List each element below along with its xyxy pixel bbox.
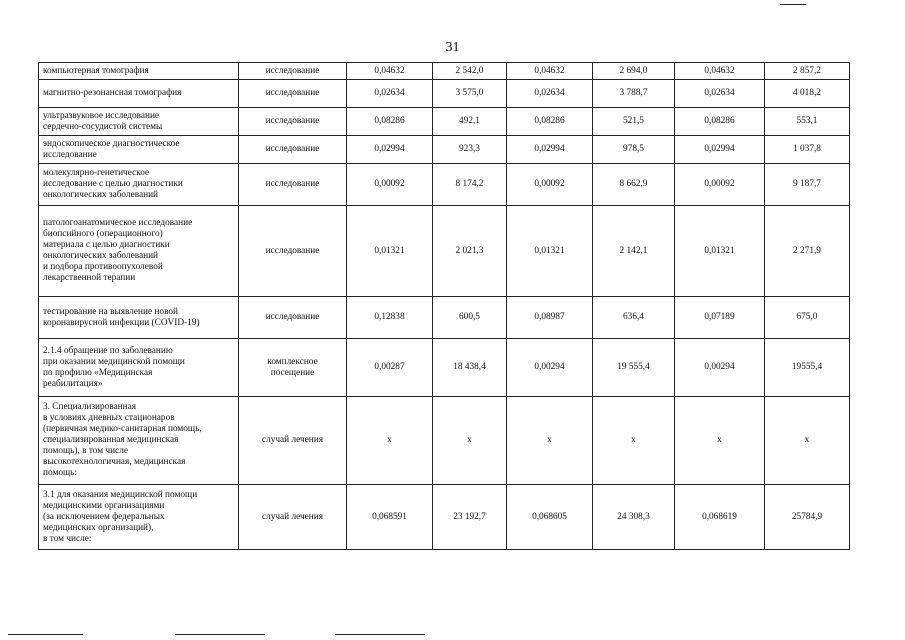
row-value: 600,5 (433, 297, 507, 339)
row-value: 978,5 (593, 136, 675, 164)
row-value: 0,08286 (675, 108, 765, 136)
row-value: 3 575,0 (433, 80, 507, 108)
row-name: молекулярно-генетическое исследование с целью диагностики онкологических заболеваний (39, 164, 239, 206)
row-value: 4 018,2 (765, 80, 850, 108)
row-value: 0,01321 (507, 206, 593, 297)
row-unit: случай лечения (239, 397, 347, 485)
row-value: 0,01321 (675, 206, 765, 297)
table-row (39, 63, 850, 80)
row-value: 19555,4 (765, 339, 850, 397)
row-value: 0,02634 (347, 80, 433, 108)
row-unit: комплексное посещение (239, 339, 347, 397)
row-name: 3.1 для оказания медицинской помощи медицинскими организациями (за исключением федеральных медицинских организаций), в том числе: (39, 485, 239, 550)
row-value: 2 142,1 (593, 206, 675, 297)
row-value: х (765, 397, 850, 485)
table-row (39, 206, 850, 297)
row-value: х (675, 397, 765, 485)
row-value: 2 542,0 (433, 63, 507, 80)
table-row (39, 397, 850, 485)
row-value: 492,1 (433, 108, 507, 136)
row-value: 0,04632 (675, 63, 765, 80)
row-value: 636,4 (593, 297, 675, 339)
row-value: 2 694,0 (593, 63, 675, 80)
row-value: 0,02634 (675, 80, 765, 108)
table-row (39, 164, 850, 206)
row-value: 0,08987 (507, 297, 593, 339)
row-value: 3 788,7 (593, 80, 675, 108)
row-unit: исследование (239, 297, 347, 339)
row-unit: исследование (239, 136, 347, 164)
row-value: 0,068619 (675, 485, 765, 550)
row-value: 0,00294 (507, 339, 593, 397)
row-value: 0,02994 (507, 136, 593, 164)
row-name: ультразвуковое исследование сердечно-сосудистой системы (39, 108, 239, 136)
table-row (39, 80, 850, 108)
row-value: 0,00092 (507, 164, 593, 206)
row-unit: исследование (239, 164, 347, 206)
row-unit: исследование (239, 80, 347, 108)
row-name: компьютерная томография (39, 63, 239, 80)
row-value: 1 037,8 (765, 136, 850, 164)
row-value: 0,02994 (347, 136, 433, 164)
row-value: 553,1 (765, 108, 850, 136)
row-value: 18 438,4 (433, 339, 507, 397)
row-unit: исследование (239, 206, 347, 297)
row-name: магнитно-резонансная томография (39, 80, 239, 108)
table-row (39, 339, 850, 397)
row-unit: случай лечения (239, 485, 347, 550)
row-value: 0,02994 (675, 136, 765, 164)
row-value: 23 192,7 (433, 485, 507, 550)
row-value: 2 857,2 (765, 63, 850, 80)
row-value: х (507, 397, 593, 485)
row-value: 0,01321 (347, 206, 433, 297)
row-value: 0,04632 (347, 63, 433, 80)
table-row (39, 297, 850, 339)
row-value: 923,3 (433, 136, 507, 164)
page-number: 31 (445, 40, 460, 55)
row-value: 0,00287 (347, 339, 433, 397)
top-right-mark (780, 4, 806, 5)
row-value: 24 308,3 (593, 485, 675, 550)
row-value: 675,0 (765, 297, 850, 339)
row-unit: исследование (239, 63, 347, 80)
row-value: 0,068605 (507, 485, 593, 550)
row-value: 0,08286 (347, 108, 433, 136)
row-value: 2 021,3 (433, 206, 507, 297)
row-name: эндоскопическое диагностическое исследование (39, 136, 239, 164)
row-value: 0,04632 (507, 63, 593, 80)
table-row (39, 136, 850, 164)
row-value: 521,5 (593, 108, 675, 136)
row-value: 0,07189 (675, 297, 765, 339)
table-row (39, 485, 850, 550)
bottom-mark-left (8, 634, 83, 635)
row-value: 0,00294 (675, 339, 765, 397)
row-unit: исследование (239, 108, 347, 136)
table-row (39, 108, 850, 136)
row-value: 0,02634 (507, 80, 593, 108)
row-value: х (433, 397, 507, 485)
row-value: 0,00092 (675, 164, 765, 206)
row-value: 2 271,9 (765, 206, 850, 297)
row-value: 0,12838 (347, 297, 433, 339)
bottom-mark-right (335, 634, 425, 635)
row-value: 9 187,7 (765, 164, 850, 206)
row-value: х (347, 397, 433, 485)
row-value: 0,00092 (347, 164, 433, 206)
row-name: тестирование на выявление новой коронавирусной инфекции (COVID-19) (39, 297, 239, 339)
row-value: 0,08286 (507, 108, 593, 136)
row-name: патологоанатомическое исследование биопсийного (операционного) материала с целью диагностики онкологических заболеваний и подбора противоопухолевой лекарственной терапии (39, 206, 239, 297)
bottom-mark-middle (175, 634, 265, 635)
row-value: 8 174,2 (433, 164, 507, 206)
row-name: 2.1.4 обращение по заболеванию при оказании медицинской помощи по профилю «Медицинская реабилитация» (39, 339, 239, 397)
row-value: 19 555,4 (593, 339, 675, 397)
row-value: 8 662,9 (593, 164, 675, 206)
row-value: 0,068591 (347, 485, 433, 550)
row-name: 3. Специализированная в условиях дневных стационаров (первичная медико-санитарная помощь, специализированная медицинская помощь), в том числе высокотехнологичная, медицинская помощь: (39, 397, 239, 485)
tariff-table (38, 62, 850, 550)
row-value: х (593, 397, 675, 485)
row-value: 25784,9 (765, 485, 850, 550)
